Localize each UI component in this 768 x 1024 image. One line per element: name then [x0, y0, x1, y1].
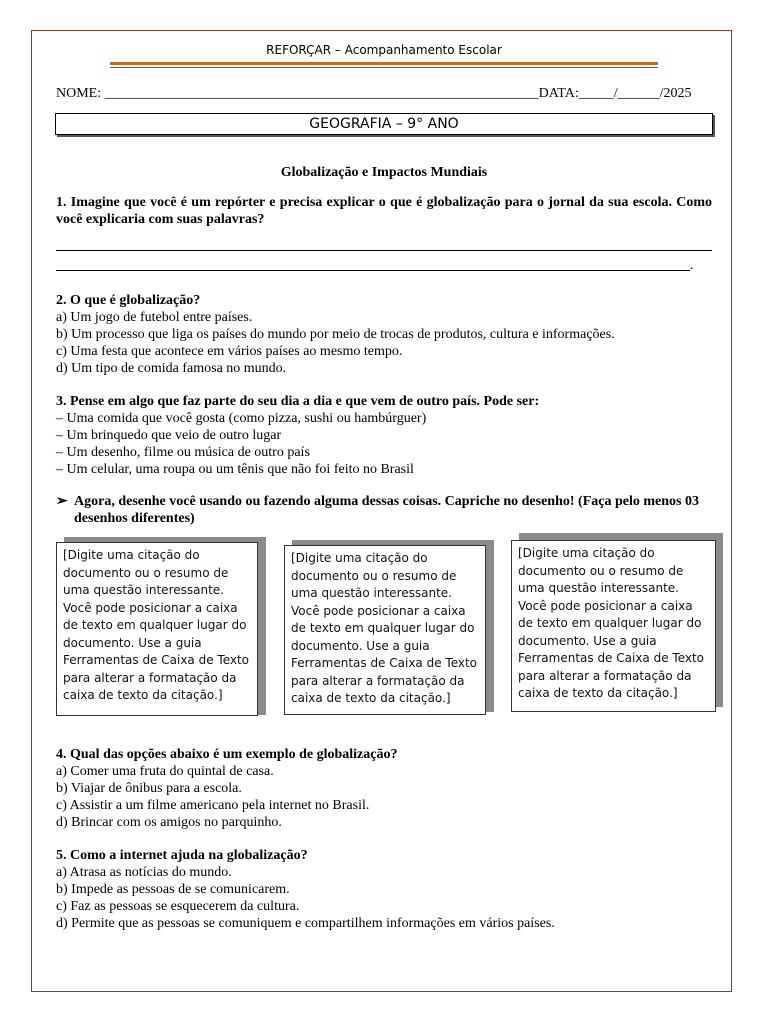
question-3-block: [56, 393, 712, 478]
page-title: Globalização e Impactos Mundiais: [280, 165, 488, 180]
option-5c: c) Faz as pessoas se esquecerem da cultura.: [56, 899, 300, 914]
option-5b: b) Impede as pessoas de se comunicarem.: [56, 882, 290, 897]
name-date-line[interactable]: NOME: ______________________________________________________________DATA:_____/______/2025: [56, 86, 692, 101]
question-4: 4. Qual das opções abaixo é um exemplo de globalização?: [56, 747, 398, 762]
citation-box-1[interactable]: [Digite uma citação do documento ou o resumo de uma questão interessante. Você pode posicionar a caixa de texto em qualquer lugar do documento. Use a guia Ferramentas de Caixa de Texto para alterar a formatação da caixa de texto da citação.]: [56, 542, 258, 716]
item-3c: – Um desenho, filme ou música de outro país: [56, 445, 310, 460]
subject-box: GEOGRAFIA – 9° ANO: [55, 113, 713, 135]
drawing-instruction-text: Agora, desenhe você usando ou fazendo alguma dessas coisas. Capriche no desenho! (Faça pelo menos 03 desenhos diferentes): [74, 494, 699, 526]
question-1: 1. Imagine que você é um repórter e precisa explicar o que é globalização para o jornal da sua escola. Como você explicaria com suas palavras?: [56, 195, 712, 227]
question-2-block: [56, 292, 712, 377]
option-4b: b) Viajar de ônibus para a escola.: [56, 781, 242, 796]
option-2d: d) Um tipo de comida famosa no mundo.: [56, 361, 287, 376]
drawing-instruction: [56, 493, 712, 527]
citation-box-3[interactable]: [Digite uma citação do documento ou o resumo de uma questão interessante. Você pode posicionar a caixa de texto em qualquer lugar do documento. Use a guia Ferramentas de Caixa de Texto para alterar a formatação da caixa de texto da citação.]: [511, 540, 716, 712]
header-rule: [110, 62, 658, 65]
option-2b: b) Um processo que liga os países do mundo por meio de trocas de produtos, cultura e informações.: [56, 327, 615, 342]
option-4d: d) Brincar com os amigos no parquinho.: [56, 815, 282, 830]
answer-line-1[interactable]: [56, 250, 712, 251]
option-2c: c) Uma festa que acontece em vários países ao mesmo tempo.: [56, 344, 403, 359]
question-2: 2. O que é globalização?: [56, 293, 201, 308]
header-rule-thin: [110, 67, 658, 68]
option-4c: c) Assistir a um filme americano pela internet no Brasil.: [56, 798, 370, 813]
citation-box-2[interactable]: [Digite uma citação do documento ou o resumo de uma questão interessante. Você pode posicionar a caixa de texto em qualquer lugar do documento. Use a guia Ferramentas de Caixa de Texto para alterar a formatação da caixa de texto da citação.]: [284, 545, 486, 715]
item-3a: – Uma comida que você gosta (como pizza, sushi ou hambúrguer): [56, 411, 427, 426]
school-header: REFORÇAR – Acompanhamento Escolar: [266, 43, 502, 57]
answer-period: .: [690, 258, 694, 273]
item-3b: – Um brinquedo que veio de outro lugar: [56, 428, 282, 443]
question-4-block: [56, 746, 712, 831]
arrow-bullet-icon: ➢: [56, 494, 68, 509]
answer-line-2[interactable]: [56, 270, 690, 271]
option-5d: d) Permite que as pessoas se comuniquem e compartilhem informações em vários países.: [56, 916, 555, 931]
option-5a: a) Atrasa as notícias do mundo.: [56, 865, 232, 880]
item-3d: – Um celular, uma roupa ou um tênis que não foi feito no Brasil: [56, 462, 414, 477]
option-2a: a) Um jogo de futebol entre países.: [56, 310, 253, 325]
question-5-block: [56, 847, 712, 932]
option-4a: a) Comer uma fruta do quintal de casa.: [56, 764, 274, 779]
question-5: 5. Como a internet ajuda na globalização?: [56, 848, 308, 863]
question-3: 3. Pense em algo que faz parte do seu dia a dia e que vem de outro país. Pode ser:: [56, 394, 540, 409]
